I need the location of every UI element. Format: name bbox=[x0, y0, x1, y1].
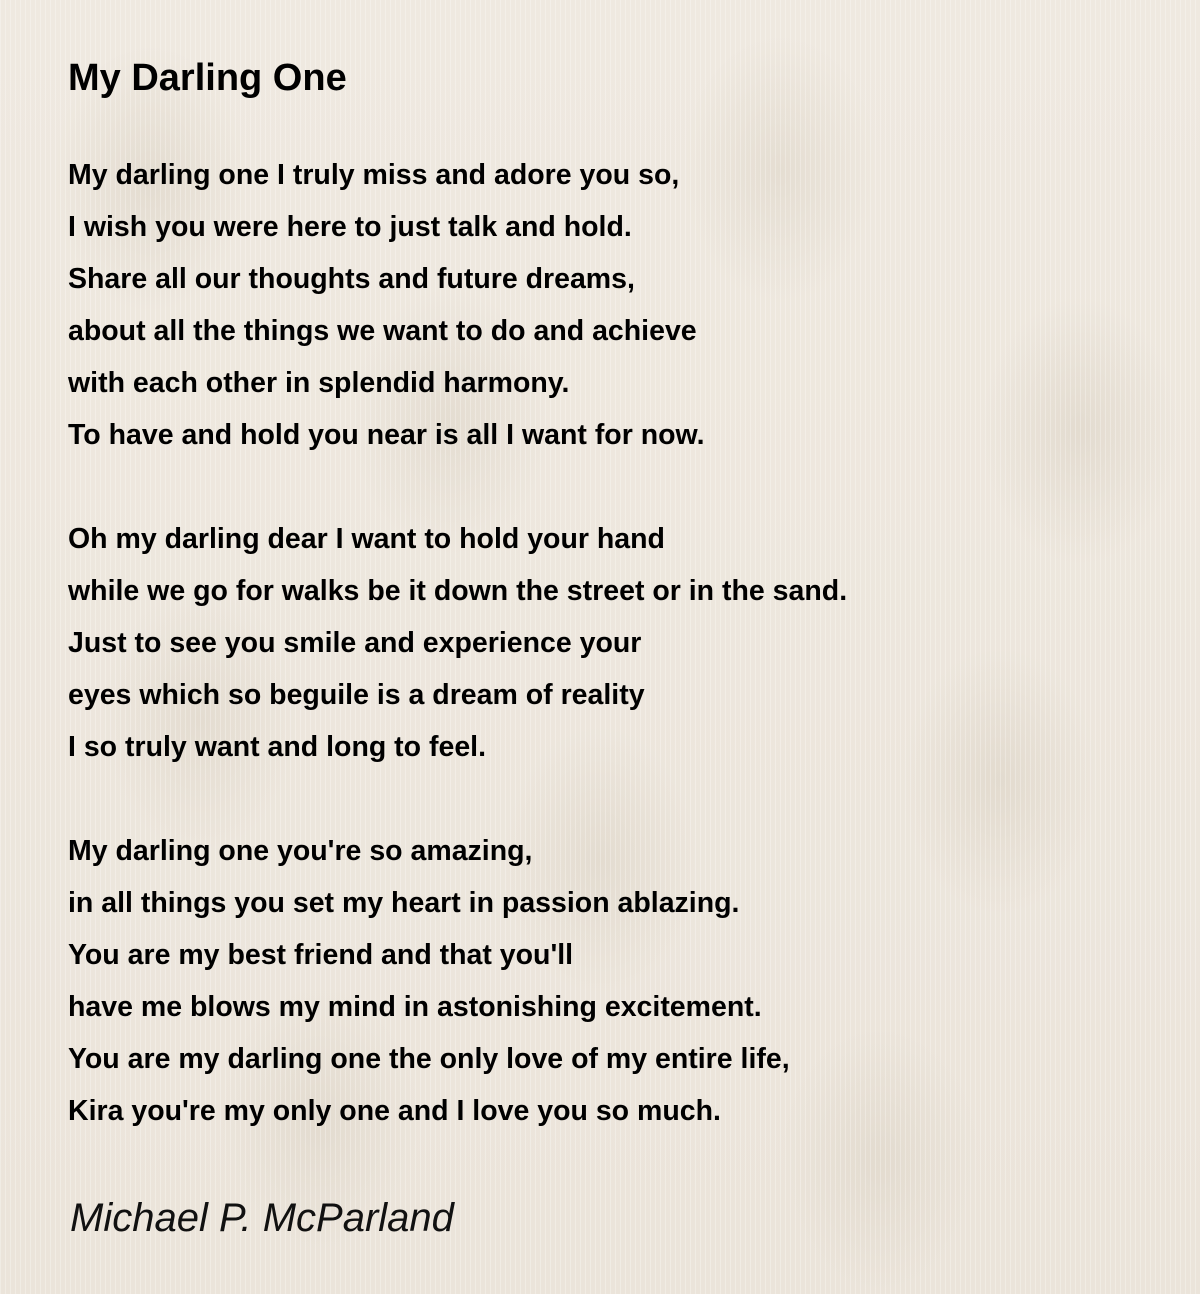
poem-line: You are my best friend and that you'll bbox=[68, 939, 574, 971]
poem-line: have me blows my mind in astonishing excitement. bbox=[68, 991, 762, 1023]
poem-line: To have and hold you near is all I want for now. bbox=[68, 419, 705, 451]
poem-line: while we go for walks be it down the street or in the sand. bbox=[68, 575, 848, 607]
poem-line: I so truly want and long to feel. bbox=[68, 731, 487, 763]
poem-line: Oh my darling dear I want to hold your hand bbox=[68, 523, 665, 555]
stanza-2 bbox=[68, 517, 847, 777]
poem-line: You are my darling one the only love of my entire life, bbox=[68, 1043, 790, 1075]
poem-line: My darling one you're so amazing, bbox=[68, 835, 533, 867]
poem-line: Share all our thoughts and future dreams, bbox=[68, 263, 635, 295]
poem-line: eyes which so beguile is a dream of reality bbox=[68, 679, 645, 711]
stanza-break bbox=[68, 465, 847, 517]
poem-line: I wish you were here to just talk and hold. bbox=[68, 211, 632, 243]
stanza-3 bbox=[68, 829, 847, 1141]
poem-line: about all the things we want to do and achieve bbox=[68, 315, 697, 347]
poem-body bbox=[68, 153, 847, 1141]
poem-line: Just to see you smile and experience your bbox=[68, 627, 642, 659]
poem-line: with each other in splendid harmony. bbox=[68, 367, 570, 399]
poem-line: in all things you set my heart in passion ablazing. bbox=[68, 887, 740, 919]
stanza-1 bbox=[68, 153, 847, 465]
poem-line: My darling one I truly miss and adore you so, bbox=[68, 159, 680, 191]
poem-title: My Darling One bbox=[68, 57, 347, 99]
poem-line: Kira you're my only one and I love you so much. bbox=[68, 1095, 721, 1127]
poem-author: Michael P. McParland bbox=[70, 1196, 454, 1240]
stanza-break bbox=[68, 777, 847, 829]
